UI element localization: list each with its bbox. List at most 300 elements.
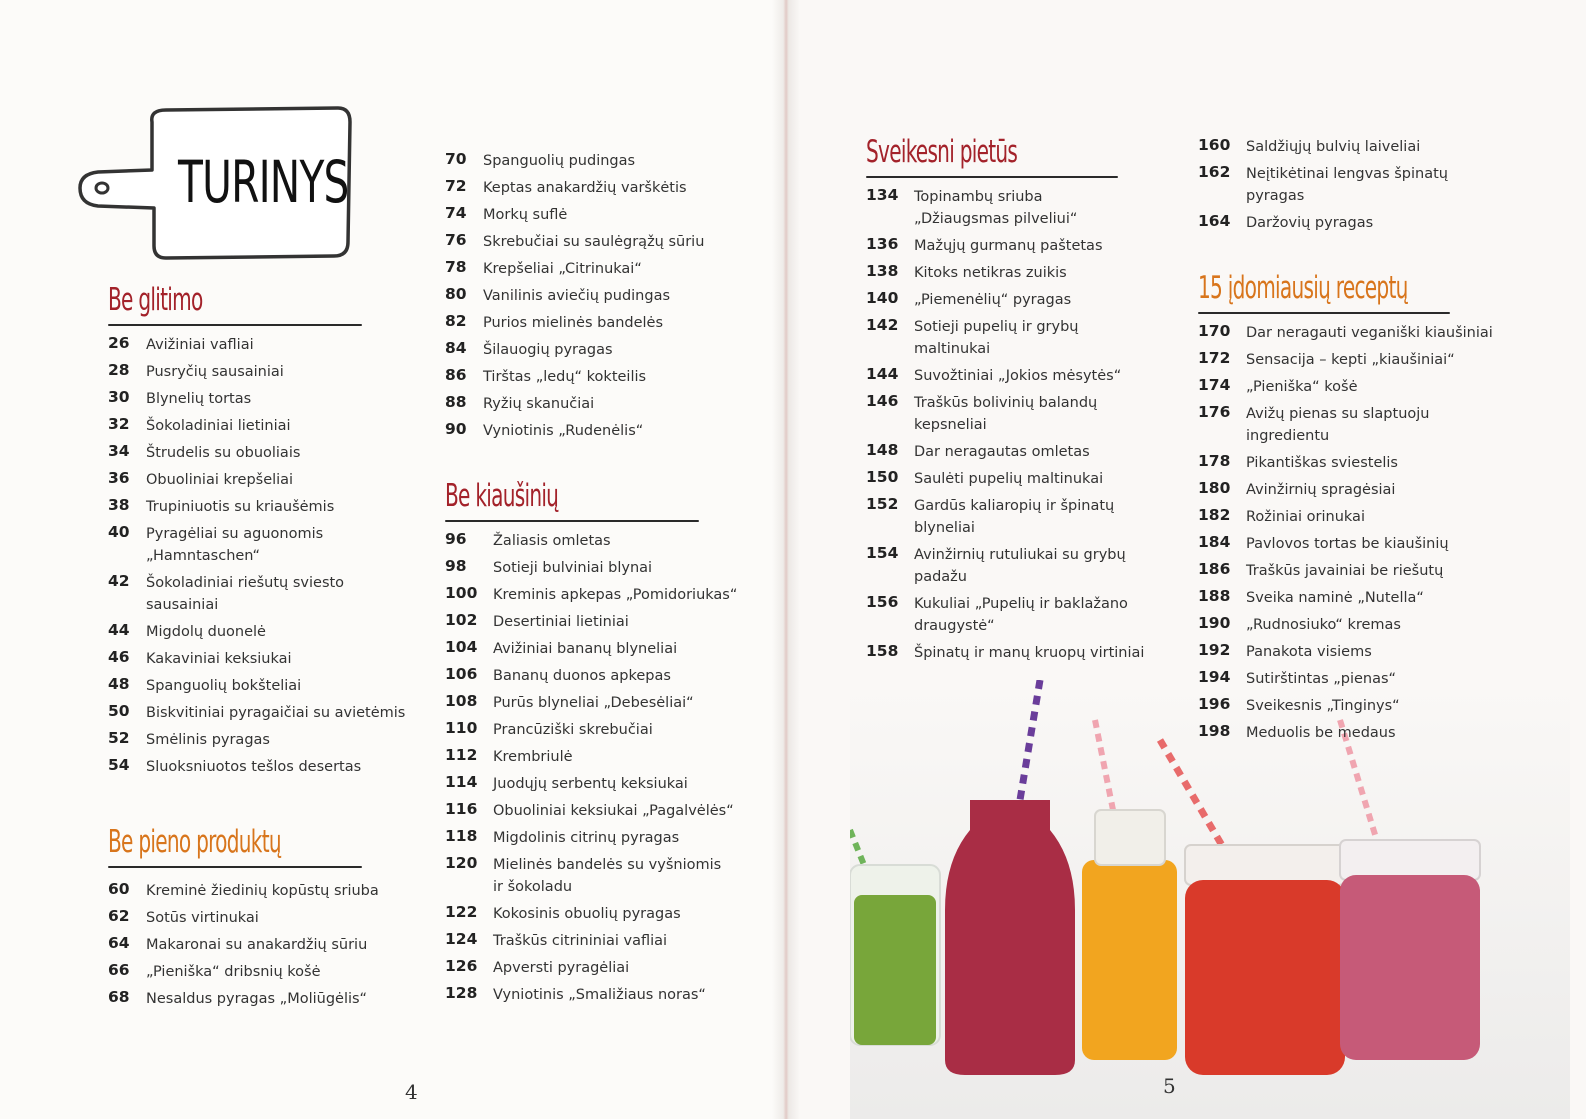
section-underline	[866, 176, 1118, 178]
toc-entry	[445, 903, 745, 925]
toc-recipe-title-line: Krembriulė	[493, 749, 573, 765]
toc-entry	[1198, 614, 1518, 636]
toc-recipe-title-line: Blynelių tortas	[146, 391, 252, 407]
toc-page-number: 122	[445, 903, 478, 921]
section-underline	[108, 324, 362, 326]
toc-recipe-title-line: ir šokoladu	[493, 879, 573, 895]
toc-recipe-title-line: Špinatų ir manų kruopų virtiniai	[914, 645, 1145, 661]
toc-recipe-title-line: Smėlinis pyragas	[146, 732, 270, 748]
toc-page-number: 108	[445, 692, 478, 710]
toc-recipe-title	[914, 316, 1079, 360]
toc-recipe-title	[493, 557, 652, 579]
toc-page-number: 66	[108, 961, 130, 979]
toc-page-number: 42	[108, 572, 130, 590]
toc-recipe-title	[146, 756, 361, 778]
toc-page-number: 110	[445, 719, 478, 737]
toc-page-number: 162	[1198, 163, 1231, 181]
toc-entry	[1198, 136, 1498, 158]
toc-page-number: 128	[445, 984, 478, 1002]
section-sveikesni-pietus	[866, 132, 1166, 669]
toc-recipe-title	[483, 231, 704, 253]
toc-recipe-title-line: Dar neragauti veganiški kiaušiniai	[1246, 325, 1493, 341]
toc-entry	[108, 388, 408, 410]
toc-page-number: 70	[445, 150, 467, 168]
toc-recipe-title	[914, 235, 1103, 257]
toc-page-number: 28	[108, 361, 130, 379]
toc-recipe-title-line: Obuoliniai keksiukai „Pagalvėlės“	[493, 803, 734, 819]
toc-recipe-title	[914, 642, 1144, 664]
toc-recipe-title-line: „Hamntaschen“	[146, 548, 260, 564]
toc-page-number: 196	[1198, 695, 1231, 713]
toc-entry	[445, 692, 745, 714]
toc-recipe-title	[146, 523, 323, 567]
toc-recipe-title	[493, 692, 694, 714]
toc-recipe-title	[493, 773, 688, 795]
toc-page-number: 40	[108, 523, 130, 541]
toc-entry	[108, 675, 408, 697]
toc-page-number: 26	[108, 334, 130, 352]
toc-entry	[866, 186, 1166, 230]
toc-page-number: 156	[866, 593, 899, 611]
toc-recipe-title-line: Nesaldus pyragas „Moliūgėlis“	[146, 991, 368, 1007]
toc-entry	[445, 773, 745, 795]
toc-recipe-title	[914, 544, 1126, 588]
toc-page-number: 60	[108, 880, 130, 898]
toc-page-number: 190	[1198, 614, 1231, 632]
toc-page-number: 96	[445, 530, 467, 548]
toc-page-number: 30	[108, 388, 130, 406]
toc-page-number: 198	[1198, 722, 1231, 740]
toc-page-number: 188	[1198, 587, 1231, 605]
toc-recipe-title	[1246, 349, 1455, 371]
toc-page-number: 102	[445, 611, 478, 629]
section-underline	[1198, 312, 1450, 314]
toc-recipe-title-line: Vyniotinis „Rudenėlis“	[483, 423, 644, 439]
toc-recipe-title	[483, 285, 670, 307]
toc-entry	[866, 495, 1166, 539]
toc-recipe-title	[146, 702, 405, 724]
toc-recipe-title-line: draugystė“	[914, 618, 995, 634]
toc-recipe-title-line: Šilauogių pyragas	[483, 342, 613, 358]
toc-recipe-title-line: Kakaviniai keksiukai	[146, 651, 292, 667]
toc-page-number: 100	[445, 584, 478, 602]
toc-page-number: 52	[108, 729, 130, 747]
section-be-pieno-produktu-continued	[445, 150, 745, 447]
toc-recipe-title	[483, 177, 687, 199]
toc-page-number: 142	[866, 316, 899, 334]
toc-recipe-title-line: Neįtikėtinai lengvas špinatų	[1246, 166, 1448, 182]
toc-entry	[108, 469, 408, 491]
toc-recipe-title	[1246, 722, 1396, 744]
page-title: TURINYS	[178, 148, 349, 216]
toc-page-number: 112	[445, 746, 478, 764]
toc-entry	[108, 880, 408, 902]
toc-recipe-title	[914, 186, 1077, 230]
toc-page-number: 34	[108, 442, 130, 460]
section-title: Be glitimo	[108, 282, 203, 318]
toc-recipe-title-line: Ryžių skanučiai	[483, 396, 595, 412]
toc-recipe-title-line: Desertiniai lietiniai	[493, 614, 629, 630]
toc-recipe-title	[493, 800, 734, 822]
toc-entry	[445, 930, 745, 952]
toc-entry	[445, 611, 745, 633]
toc-page-number: 160	[1198, 136, 1231, 154]
toc-recipe-title-line: Mielinės bandelės su vyšniomis	[493, 857, 722, 873]
toc-page-number: 84	[445, 339, 467, 357]
toc-page-number: 48	[108, 675, 130, 693]
toc-recipe-title-line: Apversti pyragėliai	[493, 960, 630, 976]
toc-recipe-title	[1246, 376, 1358, 398]
toc-recipe-title	[493, 957, 629, 979]
toc-recipe-title-line: Avinžirnių rutuliukai su grybų	[914, 547, 1126, 563]
toc-recipe-title	[1246, 506, 1365, 528]
toc-entry	[445, 312, 745, 334]
toc-recipe-title	[146, 675, 301, 697]
toc-recipe-title-line: Pyragėliai su aguonomis	[146, 526, 324, 542]
toc-recipe-title-line: Dar neragautas omletas	[914, 444, 1090, 460]
toc-recipe-title-line: Saldžiųjų bulvių laiveliai	[1246, 139, 1421, 155]
toc-recipe-title	[493, 746, 573, 768]
toc-recipe-title-line: Vanilinis aviečių pudingas	[483, 288, 671, 304]
toc-page-number: 148	[866, 441, 899, 459]
toc-entry	[1198, 479, 1518, 501]
toc-recipe-title-line: Panakota visiems	[1246, 644, 1372, 660]
toc-recipe-title	[914, 392, 1097, 436]
toc-recipe-title	[483, 366, 646, 388]
toc-page-number: 98	[445, 557, 467, 575]
toc-entry	[445, 258, 745, 280]
toc-recipe-title	[483, 339, 613, 361]
toc-page-number: 140	[866, 289, 899, 307]
toc-recipe-title-line: Keptas anakardžių varškėtis	[483, 180, 687, 196]
toc-entry	[866, 262, 1166, 284]
toc-entry	[445, 584, 745, 606]
toc-page-number: 88	[445, 393, 467, 411]
toc-recipe-title-line: Kreminė žiedinių kopūstų sriuba	[146, 883, 379, 899]
toc-recipe-title-line: Makaronai su anakardžių sūriu	[146, 937, 368, 953]
toc-recipe-title	[1246, 136, 1420, 158]
toc-entry	[108, 988, 408, 1010]
section-title: Be kiaušinių	[445, 478, 559, 514]
toc-recipe-title-line: Purūs blyneliai „Debesėliai“	[493, 695, 694, 711]
page-number-right: 5	[1163, 1074, 1176, 1098]
toc-recipe-title	[146, 415, 291, 437]
toc-entry	[1198, 376, 1518, 398]
section-title: 15 įdomiausių receptų	[1198, 270, 1408, 306]
toc-recipe-title-line: Purios mielinės bandelės	[483, 315, 664, 331]
toc-recipe-title-line: Topinambų sriuba	[914, 189, 1043, 205]
toc-recipe-title	[146, 961, 321, 983]
toc-recipe-title-line: Kokosinis obuolių pyragas	[493, 906, 681, 922]
toc-recipe-title-line: Spanguolių pudingas	[483, 153, 636, 169]
toc-entry	[1198, 322, 1518, 344]
toc-recipe-title-line: Pavlovos tortas be kiaušinių	[1246, 536, 1449, 552]
toc-recipe-title-line: Juodųjų serbentų keksiukai	[493, 776, 688, 792]
toc-recipe-title	[146, 496, 334, 518]
toc-page-number: 120	[445, 854, 478, 872]
toc-entry	[108, 907, 408, 929]
toc-page-number: 164	[1198, 212, 1231, 230]
toc-recipe-title	[1246, 403, 1429, 447]
toc-page-number: 54	[108, 756, 130, 774]
toc-recipe-title-line: Suvožtiniai „Jokios mėsytės“	[914, 368, 1122, 384]
toc-entry	[445, 638, 745, 660]
toc-recipe-title-line: Sluoksniuotos tešlos desertas	[146, 759, 362, 775]
toc-recipe-title-line: Gardūs kaliaropių ir špinatų	[914, 498, 1115, 514]
toc-entry	[445, 719, 745, 741]
toc-entry	[445, 854, 745, 898]
toc-recipe-title	[493, 530, 611, 552]
toc-recipe-title-line: Sotūs virtinukai	[146, 910, 259, 926]
toc-recipe-title-line: Prancūziški skrebučiai	[493, 722, 653, 738]
toc-recipe-title	[493, 719, 653, 741]
toc-page-number: 152	[866, 495, 899, 513]
toc-recipe-title-line: Saulėti pupelių maltinukai	[914, 471, 1104, 487]
toc-recipe-title	[1246, 163, 1448, 207]
toc-entry	[866, 544, 1166, 588]
toc-recipe-title	[1246, 614, 1401, 636]
toc-entry	[866, 365, 1166, 387]
toc-page-number: 124	[445, 930, 478, 948]
toc-recipe-title-line: Morkų suflė	[483, 207, 568, 223]
toc-recipe-title-line: Pikantiškas sviestelis	[1246, 455, 1398, 471]
toc-recipe-title	[914, 495, 1114, 539]
toc-entry	[445, 204, 745, 226]
toc-recipe-title	[146, 334, 254, 356]
section-title: Sveikesni pietūs	[866, 134, 1018, 170]
toc-recipe-title-line: Migdolinis citrinų pyragas	[493, 830, 680, 846]
toc-entry	[1198, 533, 1518, 555]
toc-page-number: 50	[108, 702, 130, 720]
toc-recipe-title-line: kepsneliai	[914, 417, 987, 433]
toc-entry	[108, 361, 408, 383]
toc-entry	[445, 339, 745, 361]
toc-page-number: 180	[1198, 479, 1231, 497]
toc-recipe-title-line: Avižų pienas su slaptuoju	[1246, 406, 1430, 422]
toc-page-number: 136	[866, 235, 899, 253]
section-sveikesni-pietus-continued	[1198, 136, 1498, 239]
toc-page-number: 90	[445, 420, 467, 438]
toc-entry	[108, 702, 408, 724]
toc-entry	[866, 642, 1166, 664]
toc-entry	[108, 442, 408, 464]
toc-page-number: 44	[108, 621, 130, 639]
toc-page-number: 150	[866, 468, 899, 486]
section-underline	[108, 866, 362, 868]
toc-recipe-title-line: „Pieniška“ dribsnių košė	[146, 964, 321, 980]
toc-recipe-title-line: Žaliasis omletas	[493, 533, 611, 549]
toc-entry	[108, 415, 408, 437]
toc-recipe-title	[914, 262, 1067, 284]
toc-recipe-title-line: Sensacija – kepti „kiaušiniai“	[1246, 352, 1455, 368]
toc-page-number: 82	[445, 312, 467, 330]
toc-recipe-title	[146, 388, 251, 410]
toc-page-number: 104	[445, 638, 478, 656]
toc-recipe-title	[483, 258, 642, 280]
toc-recipe-title	[483, 204, 567, 226]
toc-recipe-title-line: Tirštas „ledų“ kokteilis	[483, 369, 647, 385]
toc-recipe-title	[914, 441, 1090, 463]
toc-entry	[108, 961, 408, 983]
toc-page-number: 170	[1198, 322, 1231, 340]
toc-entry	[108, 572, 408, 616]
toc-recipe-title-line: Meduolis be medaus	[1246, 725, 1396, 741]
toc-entry	[1198, 722, 1518, 744]
toc-recipe-title-line: Šokoladiniai riešutų sviesto	[146, 575, 345, 591]
toc-recipe-title	[1246, 479, 1395, 501]
toc-recipe-title-line: Sveikesnis „Tinginys“	[1246, 698, 1400, 714]
toc-entry	[1198, 695, 1518, 717]
toc-entry	[866, 468, 1166, 490]
toc-recipe-title	[914, 289, 1071, 311]
toc-entry	[866, 441, 1166, 463]
toc-recipe-title	[493, 930, 667, 952]
book-gutter	[772, 0, 800, 1119]
toc-page-number: 116	[445, 800, 478, 818]
toc-recipe-title	[493, 611, 629, 633]
toc-recipe-title	[146, 729, 270, 751]
toc-recipe-title-line: Rožiniai orinukai	[1246, 509, 1365, 525]
toc-recipe-title-line: „Rudnosiuko“ kremas	[1246, 617, 1401, 633]
toc-entry	[445, 746, 745, 768]
toc-recipe-title	[493, 638, 677, 660]
toc-recipe-title-line: Vyniotinis „Smaližiaus noras“	[493, 987, 706, 1003]
toc-entry	[445, 393, 745, 415]
toc-recipe-title	[146, 442, 300, 464]
toc-page-number: 172	[1198, 349, 1231, 367]
toc-entry	[445, 984, 745, 1006]
toc-page-number: 158	[866, 642, 899, 660]
toc-entry	[108, 523, 408, 567]
toc-page-number: 68	[108, 988, 130, 1006]
page-number-left: 4	[405, 1080, 418, 1104]
toc-recipe-title	[1246, 322, 1493, 344]
toc-entry	[445, 285, 745, 307]
toc-page-number: 114	[445, 773, 478, 791]
toc-entry	[866, 593, 1166, 637]
toc-recipe-title	[1246, 695, 1400, 717]
toc-entry	[445, 420, 745, 442]
toc-entry	[445, 800, 745, 822]
toc-recipe-title-line: Avižiniai vafliai	[146, 337, 254, 353]
toc-recipe-title-line: Avižiniai bananų blyneliai	[493, 641, 678, 657]
toc-recipe-title	[1246, 641, 1372, 663]
toc-recipe-title	[493, 984, 706, 1006]
toc-page-number: 36	[108, 469, 130, 487]
toc-page-number: 118	[445, 827, 478, 845]
toc-recipe-title-line: Biskvitiniai pyragaičiai su avietėmis	[146, 705, 406, 721]
toc-recipe-title	[493, 854, 721, 898]
toc-entry	[445, 557, 745, 579]
toc-recipe-title-line: pyragas	[1246, 188, 1305, 204]
toc-recipe-title-line: Štrudelis su obuoliais	[146, 445, 301, 461]
toc-recipe-title	[1246, 452, 1398, 474]
toc-page-number: 186	[1198, 560, 1231, 578]
section-underline	[445, 520, 699, 522]
toc-page-number: 80	[445, 285, 467, 303]
toc-recipe-title-line: „Džiaugsmas pilveliui“	[914, 211, 1078, 227]
toc-recipe-title-line: Sotieji bulviniai blynai	[493, 560, 653, 576]
toc-recipe-title	[1246, 533, 1449, 555]
toc-page-number: 146	[866, 392, 899, 410]
section-be-kiausiniu	[445, 476, 745, 1011]
toc-entry	[108, 621, 408, 643]
toc-entry	[445, 957, 745, 979]
toc-recipe-title-line: Traškūs javainiai be riešutų	[1246, 563, 1444, 579]
toc-recipe-title-line: Mažųjų gurmanų paštetas	[914, 238, 1103, 254]
toc-page-number: 138	[866, 262, 899, 280]
toc-entry	[1198, 668, 1518, 690]
toc-page-number: 38	[108, 496, 130, 514]
toc-entry	[1198, 641, 1518, 663]
toc-entry	[445, 150, 745, 172]
toc-recipe-title	[493, 827, 679, 849]
toc-recipe-title-line: maltinukai	[914, 341, 991, 357]
toc-recipe-title-line: Sutirštintas „pienas“	[1246, 671, 1397, 687]
toc-page-number: 178	[1198, 452, 1231, 470]
toc-recipe-title	[146, 880, 379, 902]
toc-recipe-title	[1246, 587, 1424, 609]
toc-page-number: 32	[108, 415, 130, 433]
toc-entry	[445, 530, 745, 552]
toc-recipe-title-line: blyneliai	[914, 520, 975, 536]
toc-page-number: 78	[445, 258, 467, 276]
toc-recipe-title-line: Sotieji pupelių ir grybų	[914, 319, 1079, 335]
toc-page-number: 144	[866, 365, 899, 383]
toc-recipe-title-line: Kitoks netikras zuikis	[914, 265, 1067, 281]
section-be-pieno-produktu	[108, 822, 408, 1015]
toc-entry	[1198, 349, 1518, 371]
toc-entry	[866, 235, 1166, 257]
toc-recipe-title-line: Kukuliai „Pupelių ir baklažano	[914, 596, 1128, 612]
toc-entry	[1198, 403, 1518, 447]
toc-recipe-title-line: Spanguolių bokšteliai	[146, 678, 302, 694]
toc-recipe-title	[1246, 560, 1443, 582]
toc-page-number: 134	[866, 186, 899, 204]
toc-page-number: 46	[108, 648, 130, 666]
toc-recipe-title-line: Pusryčių sausainiai	[146, 364, 284, 380]
toc-page-number: 106	[445, 665, 478, 683]
section-title: Be pieno produktų	[108, 824, 281, 860]
toc-recipe-title-line: ingredientu	[1246, 428, 1330, 444]
toc-recipe-title-line: sausainiai	[146, 597, 219, 613]
toc-entry	[1198, 163, 1498, 207]
toc-page-number: 62	[108, 907, 130, 925]
toc-recipe-title	[493, 665, 671, 687]
toc-recipe-title	[483, 150, 635, 172]
toc-entry	[1198, 506, 1518, 528]
toc-entry	[1198, 452, 1518, 474]
toc-recipe-title-line: Migdolų duonelė	[146, 624, 266, 640]
toc-recipe-title	[914, 365, 1121, 387]
toc-recipe-title-line: Traškūs citrininiai vafliai	[493, 933, 668, 949]
toc-recipe-title-line: Traškūs bolivinių balandų	[914, 395, 1098, 411]
toc-page-number: 126	[445, 957, 478, 975]
toc-entry	[445, 366, 745, 388]
toc-page-number: 64	[108, 934, 130, 952]
toc-recipe-title	[146, 361, 284, 383]
toc-recipe-title-line: Sveika naminė „Nutella“	[1246, 590, 1424, 606]
toc-page-number: 72	[445, 177, 467, 195]
toc-entry	[108, 934, 408, 956]
toc-recipe-title	[146, 469, 293, 491]
toc-recipe-title-line: Obuoliniai krepšeliai	[146, 472, 294, 488]
toc-recipe-title-line: „Piemenėlių“ pyragas	[914, 292, 1072, 308]
toc-entry	[108, 729, 408, 751]
toc-recipe-title	[1246, 668, 1396, 690]
toc-entry	[445, 231, 745, 253]
toc-page-number: 154	[866, 544, 899, 562]
